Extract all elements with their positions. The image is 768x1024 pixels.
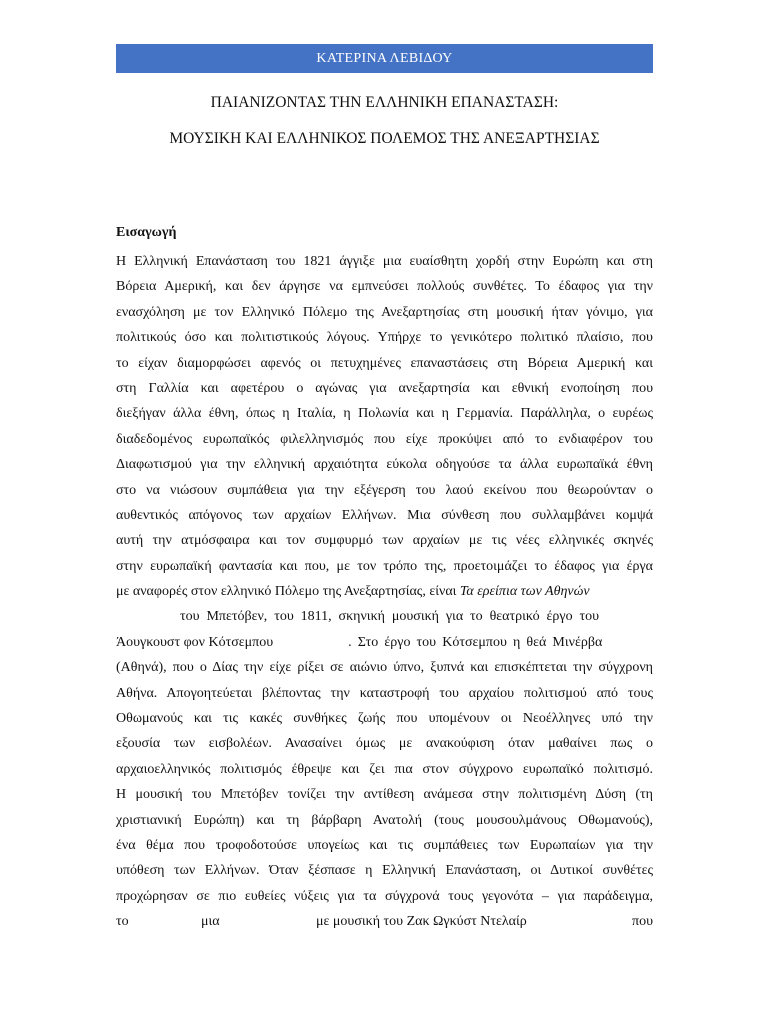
body-line: αυτή την ατμόσφαιρα και τον συμφυρμό των αρχαίων με τις νέες ελληνικές σκηνές bbox=[116, 533, 653, 549]
body-line: χριστιανική Ευρώπη) και τη βάρβαρη Ανατολή (τους μουσουλμάνους Οθωμανούς), bbox=[116, 812, 653, 828]
body-line: προχώρησαν σε πιο ευθείες νύξεις για τα σύγχρονά τους γεγονότα – για παράδειγμα, bbox=[116, 888, 653, 904]
body-text: μια bbox=[201, 914, 220, 930]
body-line: διαδεδομένος ευρωπαϊκός φιλελληνισμός που είχε προκύψει από το ενδιαφέρον του bbox=[116, 431, 653, 447]
document-page bbox=[116, 44, 653, 935]
body-line bbox=[116, 604, 653, 629]
body-line: ένα θέμα που τροφοδοτούσε υπογείως και τις συμπάθειες των Ευρωπαίων για την bbox=[116, 837, 653, 853]
body-line: το είχαν διαμορφώσει αφενός οι πετυχημένες επαναστάσεις στη Βόρεια Αμερική και bbox=[116, 355, 653, 371]
body-line: αυθεντικός απόγονος των αρχαίων Ελλήνων. Μια σύνθεση που συλλαμβάνει κομψά bbox=[116, 507, 653, 523]
body-line: υπόθεση των Ελλήνων. Όταν ξέσπασε η Ελληνική Επανάσταση, οι Δυτικοί συνθέτες bbox=[116, 863, 653, 879]
title-line-2: ΜΟΥΣΙΚΗ ΚΑΙ ΕΛΛΗΝΙΚΟΣ ΠΟΛΕΜΟΣ ΤΗΣ ΑΝΕΞΑΡΤΗΣΙΑΣ bbox=[169, 130, 600, 147]
body-line: στο να νιώσουν συμπάθεια για την εξέγερση του λαού εκείνου που θεωρούνταν ο bbox=[116, 482, 653, 498]
body-line: αρχαιοελληνικός πολιτισμός έθρεψε και ζει πια στον σύγχρονο ευρωπαϊκό πολιτισμό. bbox=[116, 761, 653, 777]
body-text: Άουγκουστ φον Κότσεμπου bbox=[116, 634, 274, 650]
author-banner: ΚΑΤΕΡΙΝΑ ΛΕΒΙΔΟΥ bbox=[116, 44, 653, 73]
body-line: Οθωμανούς και τις κακές συνθήκες ζωής που υπομένουν οι Νεοέλληνες υπό την bbox=[116, 711, 653, 727]
body-line bbox=[116, 630, 653, 655]
body-line-with-work-title bbox=[116, 579, 653, 604]
body-text: . Στο έργο του Κότσεμπου η θεά Μινέρβα bbox=[348, 634, 603, 650]
body-line: Η Ελληνική Επανάσταση του 1821 άγγιξε μια ευαίσθητη χορδή στην Ευρώπη και στη bbox=[116, 254, 653, 269]
body-line: διεξήγαν άλλα έθνη, όπως η Ιταλία, η Πολωνία και η Γερμανία. Παράλληλα, ο ευρέως bbox=[116, 406, 653, 422]
body-line: στην ευρωπαϊκή φαντασία και που, με τον τρόπο της, προετοιμάζει το έδαφος για έργα bbox=[116, 558, 653, 574]
body-line: στη Γαλλία και αφετέρου ο αγώνας για ανεξαρτησία και εθνική ενοποίηση που bbox=[116, 380, 653, 396]
body-line: Η μουσική του Μπετόβεν τονίζει την αντίθεση ανάμεσα στην πολιτισμένη Δύση (τη bbox=[116, 787, 653, 803]
body-line: (Αθηνά), που ο Δίας την είχε ρίξει σε αιώνιο ύπνο, ξυπνά και επισκέπτεται την σύγχρονη bbox=[116, 660, 653, 676]
work-title: Τα ερείπια των Αθηνών bbox=[459, 584, 590, 600]
body-line: ενασχόληση με τον Ελληνικό Πόλεμο της Ανεξαρτησίας στη μουσική ήταν γόνιμο, για bbox=[116, 304, 653, 320]
body-text: του Μπετόβεν, του 1811, σκηνική μουσική για το θεατρικό έργο του bbox=[180, 609, 600, 625]
body-text: το bbox=[116, 914, 129, 930]
body-text: με αναφορές στον ελληνικό Πόλεμο της Ανεξαρτησίας, είναι bbox=[116, 584, 460, 600]
body-text: με μουσική του Ζακ Ωγκύστ Ντελαίρ bbox=[316, 914, 527, 930]
body-line: πολιτικούς όσο και πολιτιστικούς λόγους. Υπήρχε το γενικότερο πολιτικό πλαίσιο, που bbox=[116, 330, 653, 346]
body-paragraph bbox=[116, 249, 653, 935]
body-line: Βόρεια Αμερική, και δεν άργησε να εμπνεύσει πολλούς συνθέτες. Το έδαφος για την bbox=[116, 279, 653, 295]
section-heading: Εισαγωγή bbox=[116, 225, 177, 240]
body-line: Διαφωτισμού για την ελληνική αρχαιότητα εύκολα οδηγούσε τα άλλα ευρωπαϊκά έθνη bbox=[116, 457, 653, 473]
body-line: Αθήνα. Απογοητεύεται βλέποντας την καταστροφή του αρχαίου πολιτισμού από τους bbox=[116, 685, 653, 701]
body-line: εξουσία των εισβολέων. Ανασαίνει όμως με ανακούφιση όταν μαθαίνει πως ο bbox=[116, 736, 653, 752]
title-line-1: ΠΑΙΑΝΙΖΟΝΤΑΣ ΤΗΝ ΕΛΛΗΝΙΚΗ ΕΠΑΝΑΣΤΑΣΗ: bbox=[210, 94, 559, 111]
body-line-last bbox=[116, 909, 653, 934]
body-text: που bbox=[632, 914, 653, 930]
